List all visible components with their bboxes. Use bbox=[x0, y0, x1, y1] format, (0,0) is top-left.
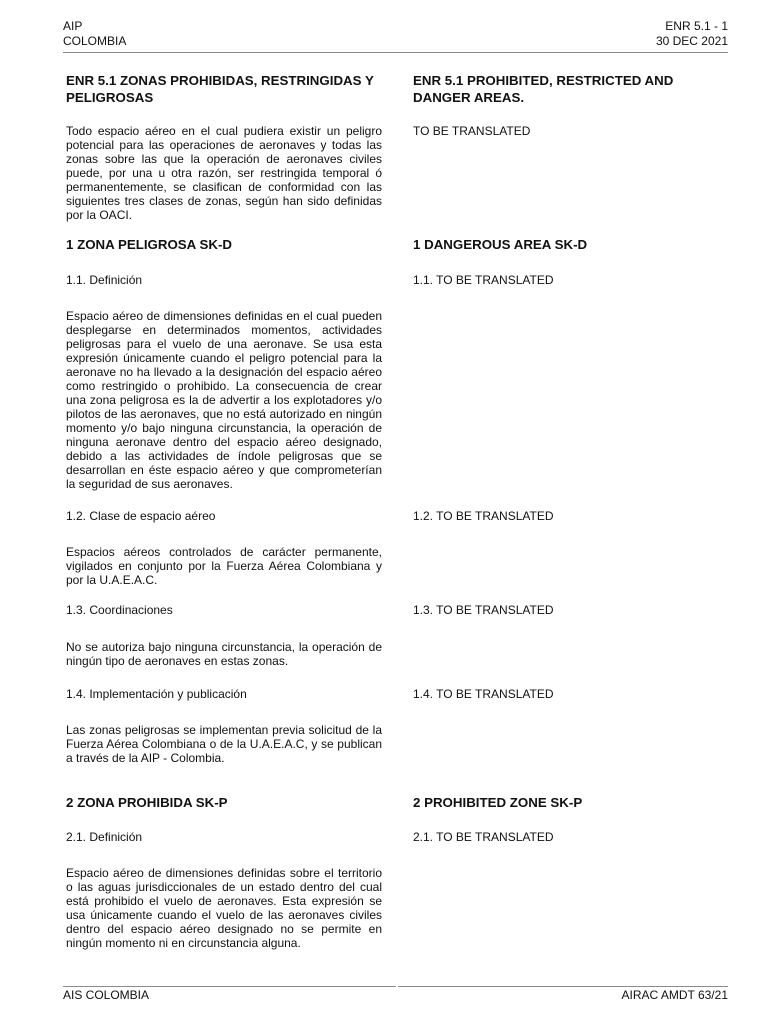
right-s1-3: 1.3. TO BE TRANSLATED bbox=[413, 603, 554, 617]
footer-divider-right bbox=[398, 986, 728, 987]
header-publication: AIP bbox=[63, 19, 83, 33]
right-title: ENR 5.1 PROHIBITED, RESTRICTED AND DANGER AREAS. bbox=[413, 73, 674, 105]
footer-amendment: AIRAC AMDT 63/21 bbox=[621, 988, 728, 1002]
right-s1-2: 1.2. TO BE TRANSLATED bbox=[413, 509, 554, 523]
header-left bbox=[63, 19, 126, 49]
header-page-ref: ENR 5.1 - 1 bbox=[665, 19, 728, 33]
footer-divider-left bbox=[63, 986, 396, 987]
right-section1-heading: 1 DANGEROUS AREA SK-D bbox=[413, 237, 588, 252]
header-divider bbox=[63, 52, 728, 53]
left-intro: Todo espacio aéreo en el cual pudiera existir un peligro potencial para las operaciones de aeronaves y todas las zonas sobre las que la operación de aeronaves civiles puede, por una u otra razón, ser restringida temporal ó permanentemente, se clasifican de conformidad con las siguientes tres clases de zonas, según han sido definidas por la OACI. bbox=[66, 124, 382, 222]
right-s1-4: 1.4. TO BE TRANSLATED bbox=[413, 687, 554, 701]
header-country: COLOMBIA bbox=[63, 34, 127, 48]
left-s1-3-title: 1.3. Coordinaciones bbox=[66, 603, 173, 617]
left-s1-1-title: 1.1. Definición bbox=[66, 273, 143, 287]
right-s1-1: 1.1. TO BE TRANSLATED bbox=[413, 273, 554, 287]
left-s1-1-text: Espacio aéreo de dimensiones definidas en el cual pueden desplegarse en determinados momentos, actividades peligrosas para el vuelo de una aeronave. Se usa esta expresión únicamente cuando el peligro potencial para la aeronave no ha llevado a la designación del espacio aéreo como restringido o prohibido. La consecuencia de crear una zona peligrosa es la de advertir a los explotadores y/o pilotos de las aeronaves, que no está autorizado en ningún momento y/o bajo ninguna circunstancia, la operación de ninguna aeronave dentro del espacio aéreo designado, debido a las actividades de índole peligrosas que se desarrollan en éste espacio aéreo y que comprometerían la seguridad de sus aeronaves. bbox=[66, 309, 382, 491]
left-s1-2-text: Espacios aéreos controlados de carácter permanente, vigilados en conjunto por la Fuerza Aérea Colombiana y por la U.A.E.A.C. bbox=[66, 545, 382, 587]
right-intro: TO BE TRANSLATED bbox=[413, 124, 531, 138]
left-s1-4-title: 1.4. Implementación y publicación bbox=[66, 687, 247, 701]
left-section1-heading: 1 ZONA PELIGROSA SK-D bbox=[66, 237, 232, 252]
left-s2-1-title: 2.1. Definición bbox=[66, 830, 143, 844]
header-right bbox=[656, 19, 728, 49]
footer-publisher: AIS COLOMBIA bbox=[63, 988, 150, 1002]
left-s1-4-text: Las zonas peligrosas se implementan previa solicitud de la Fuerza Aérea Colombiana o de la U.A.E.A.C, y se publican a través de la AIP - Colombia. bbox=[66, 723, 382, 765]
header-date: 30 DEC 2021 bbox=[655, 34, 728, 48]
left-title: ENR 5.1 ZONAS PROHIBIDAS, RESTRINGIDAS Y PELIGROSAS bbox=[66, 73, 374, 105]
left-s2-1-text: Espacio aéreo de dimensiones definidas sobre el territorio o las aguas jurisdiccionales de un estado dentro del cual está prohibido el vuelo de aeronaves. Esta expresión se usa únicamente cuando el vuelo de las aeronaves civiles dentro del espacio aéreo designado no se permite en ningún momento ni en circunstancia alguna. bbox=[66, 866, 382, 950]
right-s2-1: 2.1. TO BE TRANSLATED bbox=[413, 830, 554, 844]
left-s1-3-text: No se autoriza bajo ninguna circunstancia, la operación de ningún tipo de aeronaves en estas zonas. bbox=[66, 640, 382, 668]
left-s1-2-title: 1.2. Clase de espacio aéreo bbox=[66, 509, 216, 523]
left-section2-heading: 2 ZONA PROHIBIDA SK-P bbox=[66, 795, 228, 810]
right-section2-heading: 2 PROHIBITED ZONE SK-P bbox=[413, 795, 583, 810]
